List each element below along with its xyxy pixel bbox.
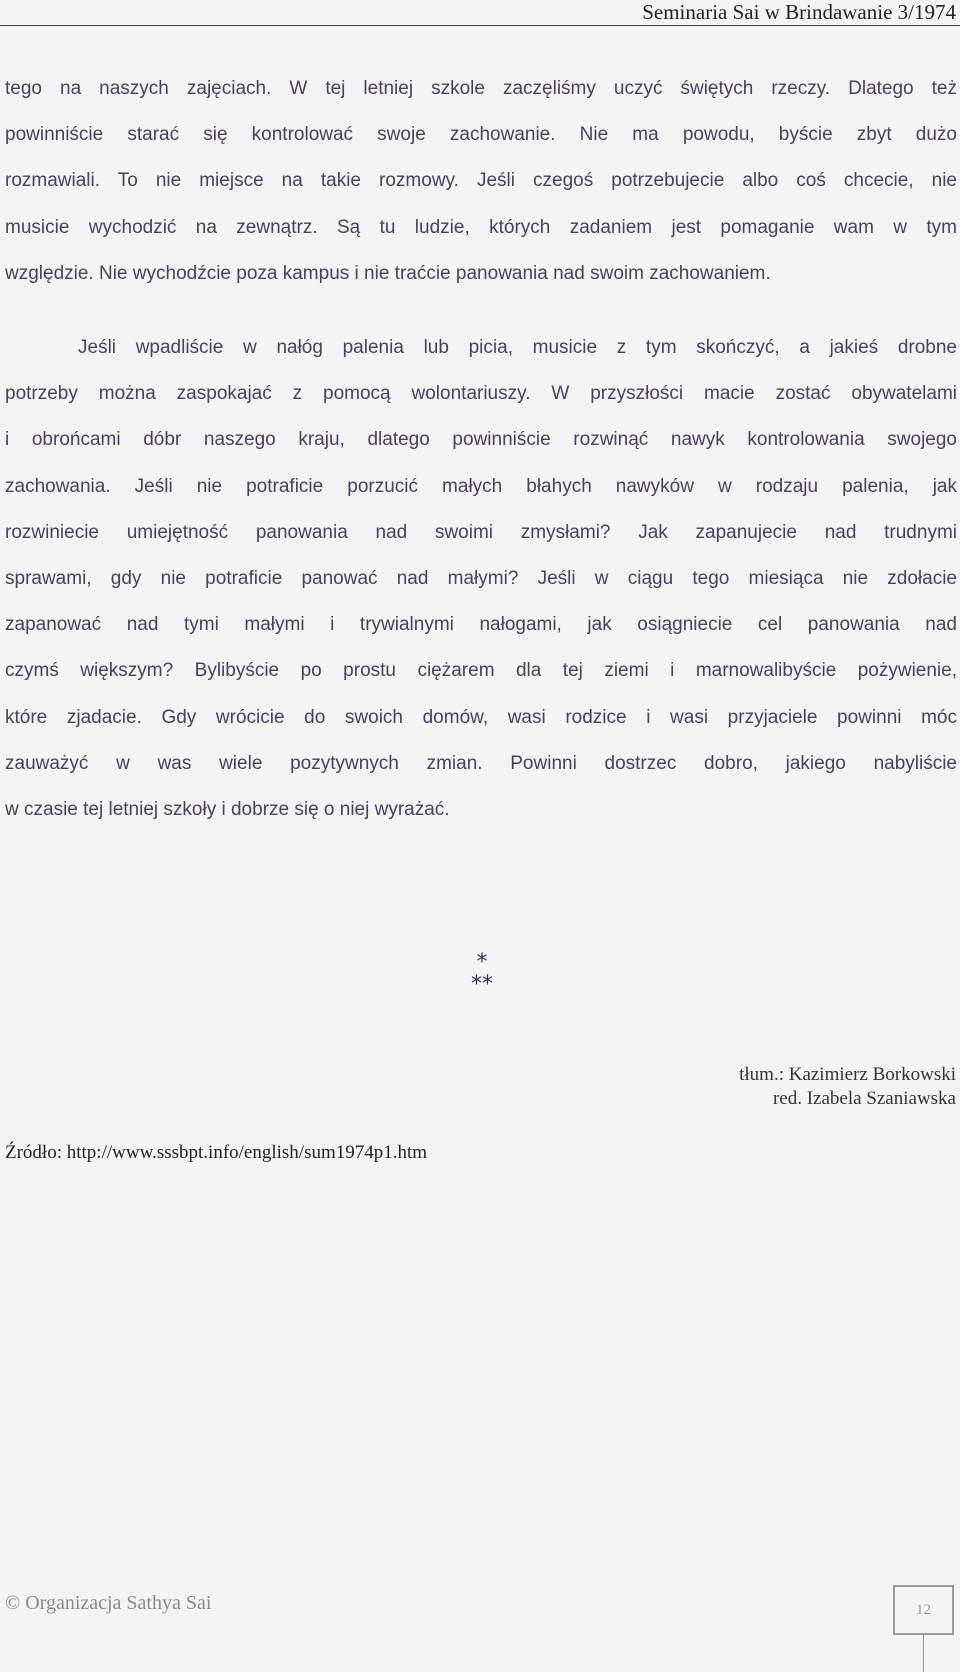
running-header: Seminaria Sai w Brindawanie 3/1974 (642, 0, 956, 24)
paragraph-2 (5, 325, 957, 833)
text-line: sprawami, gdy nie potraficie panować nad małymi? Jeśli w ciągu tego miesiąca nie zdołacie (5, 567, 957, 589)
source-line (5, 1142, 427, 1164)
text-line: w czasie tej letniej szkoły i dobrze się o niej wyrażać. (5, 798, 450, 820)
text-line: musicie wychodzić na zewnątrz. Są tu ludzie, których zadaniem jest pomaganie wam w tym (5, 216, 957, 238)
page-number-rule (923, 1635, 924, 1672)
signature (739, 1063, 956, 1111)
text-line: i obrońcami dóbr naszego kraju, dlatego powinniście rozwinąć nawyk kontrolowania swojego (5, 429, 957, 451)
text-line: Jeśli wpadliście w nałóg palenia lub picia, musicie z tym skończyć, a jakieś drobne (78, 337, 957, 358)
text-line: zauważyć w was wiele pozytywnych zmian. Powinni dostrzec dobro, jakiego nabyliście (5, 752, 957, 774)
header-rule (0, 25, 960, 26)
text-line: które zjadacie. Gdy wrócicie do swoich domów, wasi rodzice i wasi przyjaciele powinni móc (5, 706, 957, 728)
paragraph-1 (5, 66, 957, 297)
text-line: powinniście starać się kontrolować swoje zachowanie. Nie ma powodu, byście zbyt dużo (5, 124, 957, 146)
source-label: Źródło: (5, 1142, 62, 1163)
footer-copyright: © Organizacja Sathya Sai (5, 1592, 212, 1614)
source-url[interactable]: http://www.sssbpt.info/english/sum1974p1.htm (66, 1142, 428, 1163)
separator-top: * (476, 950, 488, 975)
text-line: potrzeby można zaspokajać z pomocą wolontariuszy. W przyszłości macie zostać obywatelami (5, 383, 957, 405)
separator-bottom: ** (471, 972, 493, 997)
text-line: tego na naszych zajęciach. W tej letniej szkole zaczęliśmy uczyć świętych rzeczy. Dlatego też (5, 78, 957, 99)
text-line: rozmawiali. To nie miejsce na takie rozmowy. Jeśli czegoś potrzebujecie albo coś chcecie, nie (5, 170, 957, 192)
text-line: rozwiniecie umiejętność panowania nad swoimi zmysłami? Jak zapanujecie nad trudnymi (5, 521, 957, 543)
text-line: zachowania. Jeśli nie potraficie porzucić małych błahych nawyków w rodzaju palenia, jak (5, 475, 957, 497)
editor: red. Izabela Szaniawska (772, 1088, 956, 1109)
translator: tłum.: Kazimierz Borkowski (739, 1064, 956, 1085)
text-line: czymś większym? Bylibyście po prostu ciężarem dla tej ziemi i marnowalibyście pożywienie, (5, 660, 957, 682)
section-separator-asterisks (462, 952, 502, 996)
text-line: zapanować nad tymi małymi i trywialnymi nałogami, jak osiągniecie cel panowania nad (5, 614, 957, 636)
text-line: względzie. Nie wychodźcie poza kampus i nie traćcie panowania nad swoim zachowaniem. (5, 262, 771, 284)
page-number: 12 (893, 1585, 954, 1635)
